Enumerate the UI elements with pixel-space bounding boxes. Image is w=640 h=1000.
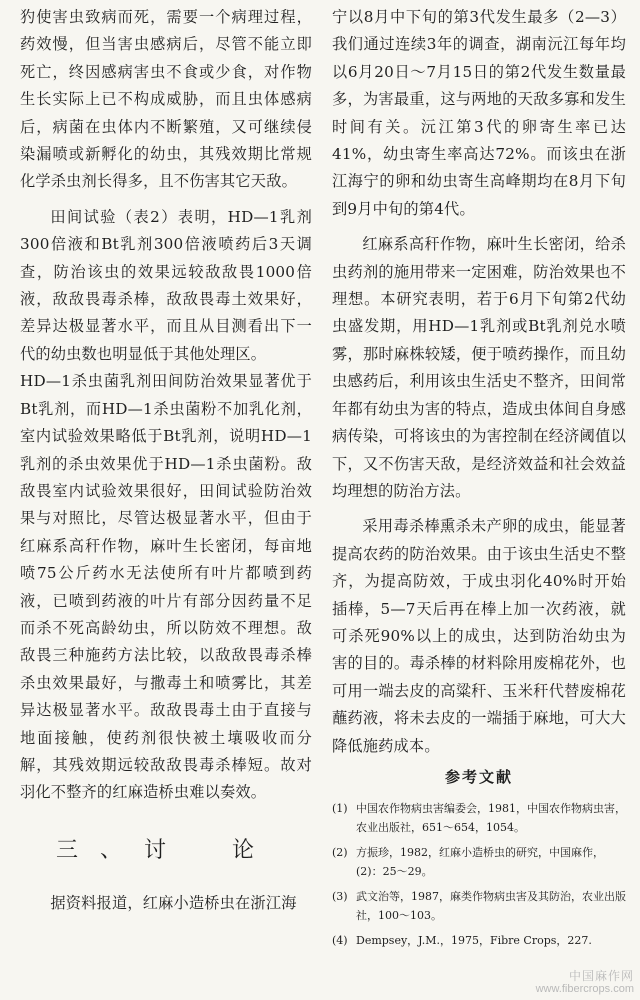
watermark-logo-text: 中国麻作网 [568, 969, 634, 983]
paragraph-field-trial: 田间试验（表2）表明，HD—1乳剂300倍液和Bt乳剂300倍液喷药后3天调查，防治该虫的效果远较敌敌畏1000倍液，敌敌畏毒杀棒，敌敌畏毒土效果好，差异达极显著水平，而且从目测看出下一代的幼虫数也明显低于其他处理区。 [20, 207, 312, 363]
reference-number: (1) [332, 801, 348, 815]
reference-item [332, 887, 626, 925]
reference-text: 中国农作物病虫害编委会，1981，中国农作物病虫害，农业出版社，651～654，1054。 [356, 801, 626, 834]
section-heading-discussion: 三、讨 论 [55, 837, 276, 863]
reference-number: (3) [332, 889, 348, 903]
reference-item [332, 931, 626, 950]
paragraph-continued: 宁以8月中下旬的第3代发生最多（2—3）我们通过连续3年的调查，湖南沅江每年均以6月20日～7月15日的第2代发生数量最多，为害最重，这与两地的天敌多寡和发生时间有关。沅江第3代的卵寄生率已达41%，幼虫寄生率高达72%。而该虫在浙江海宁的卵和幼虫寄生高峰期均在8月下旬到9月中旬的第4代。 [332, 8, 626, 218]
paragraph-body: 犳使害虫致病而死，需要一个病理过程，药效慢，但当害虫感病后，尽管不能立即死亡，终因感病害虫不食或少食，对作物生长实际上已不构成威胁，而且虫体感病后，病菌在虫体内不断繁殖，又可继续侵染漏喷或新孵化的幼虫，其残效期比常规化学杀虫剂长得多，且不伤害其它天敌。 [20, 8, 312, 191]
reference-text: 方振珍，1982，红麻小造桥虫的研究，中国麻作，(2)：25～29。 [356, 845, 604, 878]
reference-item [332, 843, 626, 881]
references-title: 参考文献 [444, 767, 513, 786]
reference-text: 武文治等，1987，麻类作物病虫害及其防治，农业出版社，100～103。 [356, 889, 626, 922]
paragraph-results: HD—1杀虫菌乳剂田间防治效果显著优于Bt乳剂，而HD—1杀虫菌粉不加乳化剂，室内试验效果略低于Bt乳剂，说明HD—1乳剂的杀虫效果优于HD—1杀虫菌粉。敌敌畏室内试验效果很好，田间试验防治效果与对照比，尽管达极显著水平，但由于红麻系高秆作物，麻叶生长密闭，每亩地喷75公斤药水无法使所有叶片都喷到药液，已喷到药液的叶片有部分因药量不足而杀不死高龄幼虫，所以防效不理想。敌敌畏三种施药方法比较，以敌敌畏毒杀棒杀虫效果最好，与撒毒土和喷雾比，其差异达极显著水平。敌敌畏毒土由于直接与地面接触，使药剂很快被土壤吸收而分解，其残效期远较敌敌畏毒杀棒短。故对羽化不整齐的红麻造桥虫难以奏效。 [20, 372, 312, 802]
reference-number: (2) [332, 845, 348, 859]
paragraph-discussion: 据资料报道，红麻小造桥虫在浙江海 [50, 893, 297, 912]
paragraph-control-method: 红麻系高秆作物，麻叶生长密闭，给杀虫药剂的施用带来一定困难，防治效果也不理想。本研究表明，若于6月下旬第2代幼虫盛发期，用HD—1乳剂或Bt乳剂兑水喷雾，那时麻株较矮，便于喷药操作，而且幼虫感药后，利用该虫生活史不整齐，田间常年都有幼虫为害的特点，造成虫体间自身感病传染，可将该虫的为害控制在经济阈值以下，又不伤害天敌，是经济效益和社会效益均理想的防治方法。 [332, 235, 626, 500]
left-column [20, 4, 312, 917]
reference-text: Dempsey，J.M.，1975，Fibre Crops，227. [356, 933, 592, 947]
site-watermark [536, 970, 634, 996]
paragraph-poison-stick: 采用毒杀棒熏杀未产卵的成虫，能显著提高农药的防治效果。由于该虫生活史不整齐，为提高防效，于成虫羽化40%时开始插棒，5—7天后再在棒上加一次药液，就可杀死90%以上的成虫，达到防治幼虫为害的目的。毒杀棒的材料除用废棉花外，也可用一端去皮的高粱秆、玉米秆代替废棉花蘸药液，将未去皮的一端插于麻地，可大大降低施药成本。 [332, 517, 626, 755]
watermark-url: www.fibercrops.com [535, 983, 634, 995]
reference-number: (4) [332, 933, 348, 947]
references-list [332, 799, 626, 950]
reference-item [332, 799, 626, 837]
right-column [332, 4, 626, 956]
